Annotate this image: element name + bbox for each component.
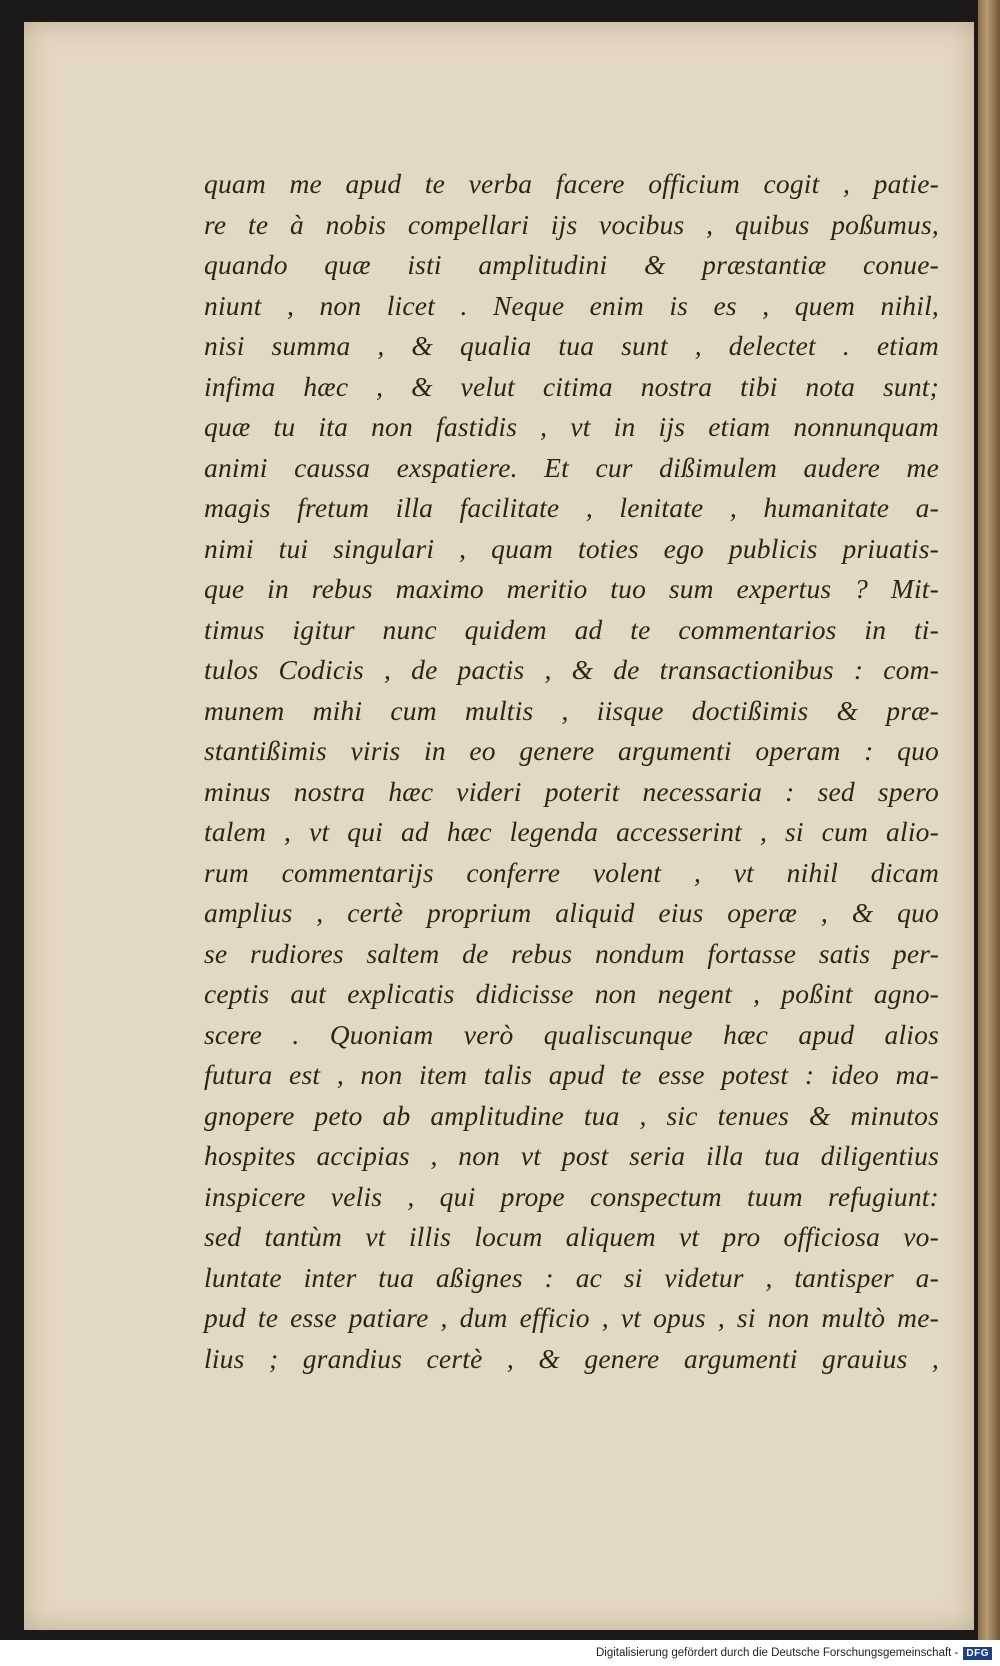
text-line: nimi tui singulari , quam toties ego publicis priuatis- [204, 532, 939, 564]
page-text [204, 164, 939, 1379]
text-line: munem mihi cum multis , iisque doctißimis & præ- [204, 694, 939, 726]
text-line: tulos Codicis , de pactis , & de transactionibus : com- [204, 654, 939, 685]
text-line: re te à nobis compellari ijs vocibus , quibus poßumus, [204, 208, 939, 240]
text-line: infima hæc , & velut citima nostra tibi nota sunt; [204, 370, 939, 402]
text-line: hospites accipias , non vt post seria illa tua diligentius [204, 1140, 939, 1171]
text-line: talem , vt qui ad hæc legenda accesserint , si cum alio- [204, 816, 939, 847]
text-line: ceptis aut explicatis didicisse non negent , poßint agno- [204, 978, 939, 1009]
text-line: se rudiores saltem de rebus nondum fortasse satis per- [204, 937, 939, 969]
text-line: scere . Quoniam verò qualiscunque hæc apud alios [204, 1018, 939, 1050]
text-line: quando quæ isti amplitudini & præstantiæ conue- [204, 249, 939, 280]
text-line: que in rebus maximo meritio tuo sum expertus ? Mit- [204, 573, 939, 604]
text-line: animi caussa exspatiere. Et cur dißimulem audere me [204, 451, 939, 483]
text-line: gnopere peto ab amplitudine tua , sic tenues & minutos [204, 1099, 939, 1131]
text-line: timus igitur nunc quidem ad te commentarios in ti- [204, 613, 939, 645]
text-line: stantißimis viris in eo genere argumenti operam : quo [204, 735, 939, 766]
text-line: magis fretum illa facilitate , lenitate , humanitate a- [204, 492, 939, 523]
text-line: pud te esse patiare , dum efficio , vt opus , si non multò me- [204, 1302, 939, 1333]
text-line: quam me apud te verba facere officium cogit , patie- [204, 168, 939, 199]
text-line: quæ tu ita non fastidis , vt in ijs etiam nonnunquam [204, 411, 939, 442]
text-line: lius ; grandius certè , & genere argumenti grauius , [204, 1342, 939, 1374]
text-line: rum commentarijs conferre volent , vt nihil dicam [204, 856, 939, 888]
book-edge [978, 0, 1000, 1640]
text-line: inspicere velis , qui prope conspectum tuum refugiunt: [204, 1180, 939, 1212]
text-line: amplius , certè proprium aliquid eius operæ , & quo [204, 897, 939, 928]
footer-bar [0, 1640, 1000, 1666]
dfg-logo: DFG [963, 1647, 992, 1660]
text-line: sed tantùm vt illis locum aliquem vt pro officiosa vo- [204, 1221, 939, 1252]
text-line: nisi summa , & qualia tua sunt , delectet . etiam [204, 330, 939, 361]
text-line: futura est , non item talis apud te esse potest : ideo ma- [204, 1059, 939, 1090]
digitization-credit: Digitalisierung gefördert durch die Deutsche Forschungsgemeinschaft - [595, 1647, 959, 1659]
book-page [24, 22, 974, 1630]
text-line: niunt , non licet . Neque enim is es , quem nihil, [204, 289, 939, 321]
text-line: luntate inter tua aßignes : ac si videtur , tantisper a- [204, 1261, 939, 1293]
text-line: minus nostra hæc videri poterit necessaria : sed spero [204, 775, 939, 807]
